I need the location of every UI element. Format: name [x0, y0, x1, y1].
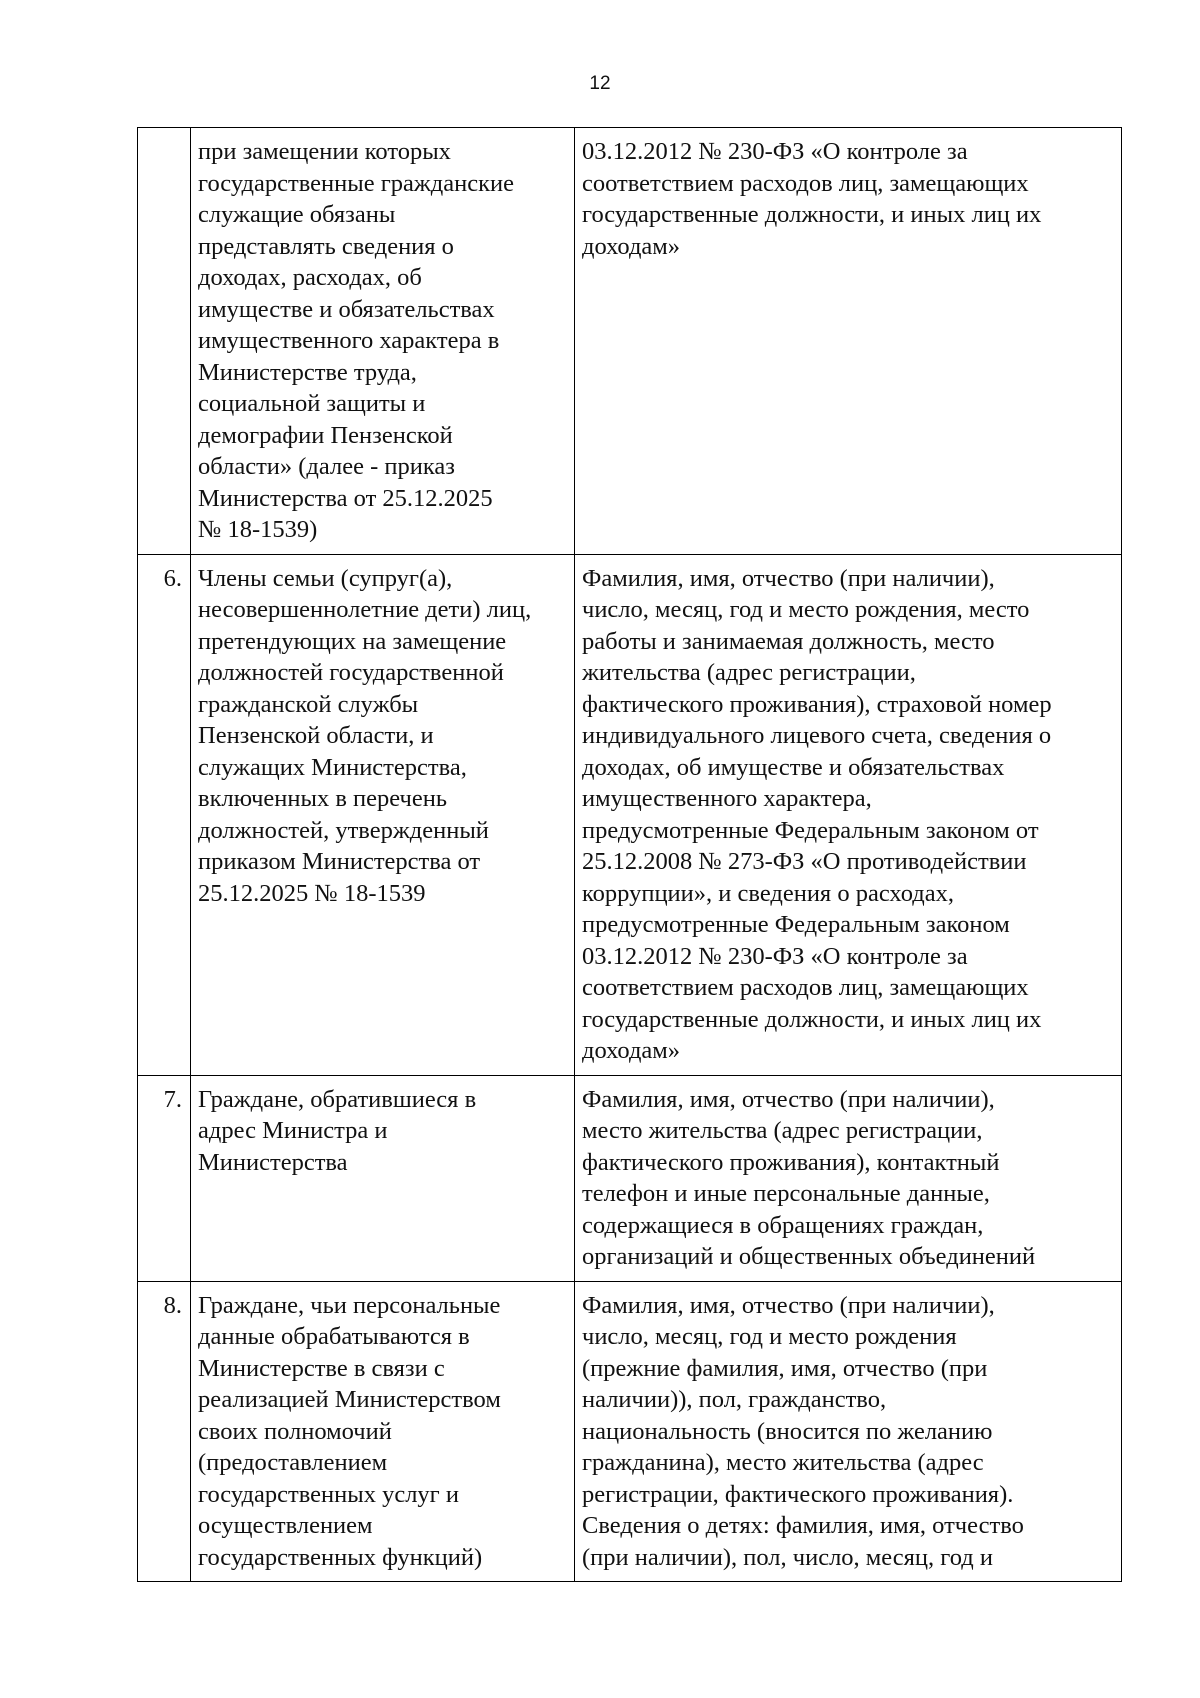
personal-data-line: организаций и общественных объединений [582, 1243, 1036, 1270]
subject-category-line: при замещении которых [198, 138, 451, 165]
personal-data-line: коррупции», и сведения о расходах, [582, 879, 954, 907]
subject-category-line: Пензенской области, и [198, 722, 434, 749]
personal-data-line: регистрации, фактического проживания). [582, 1480, 1014, 1508]
personal-data-line: (при наличии), пол, число, месяц, год и [582, 1543, 993, 1571]
personal-data-line: число, месяц, год и место рождения, место [582, 596, 1030, 623]
personal-data-line: доходах, об имуществе и обязательствах [582, 753, 1005, 781]
personal-data-line: 25.12.2008 № 273-ФЗ «О противодействии [582, 848, 1027, 875]
subject-category-line: Граждане, обратившиеся в [198, 1085, 477, 1113]
personal-data-line: Сведения о детях: фамилия, имя, отчество [582, 1512, 1024, 1539]
personal-data-line: Фамилия, имя, отчество (при наличии), [582, 1085, 995, 1113]
table-row [138, 1075, 1122, 1281]
subject-category-line: имуществе и обязательствах [198, 295, 495, 323]
personal-data-line: Фамилия, имя, отчество (при наличии), [582, 564, 995, 592]
table-row [138, 554, 1122, 1075]
personal-data-line: наличии)), пол, гражданство, [582, 1386, 887, 1413]
personal-data-line: телефон и иные персональные данные, [582, 1180, 990, 1207]
subject-category-cell [191, 1075, 575, 1281]
subject-category-line: гражданской службы [198, 690, 419, 718]
subject-category-line: осуществлением [198, 1512, 373, 1539]
subject-category-line: Министерства [198, 1148, 348, 1176]
subject-category-line: представлять сведения о [198, 232, 454, 260]
personal-data-line: содержащиеся в обращениях граждан, [582, 1211, 984, 1239]
subject-category-line: несовершеннолетние дети) лиц, [198, 596, 532, 623]
subject-category-line: претендующих на замещение [198, 627, 507, 655]
personal-data-list-cell [575, 1075, 1122, 1281]
personal-data-line: государственные должности, и иных лиц их [582, 1005, 1042, 1033]
subject-category-line: Члены семьи (супруг(а), [198, 564, 453, 592]
subject-category-line: должностей, утвержденный [198, 816, 489, 844]
page-number: 12 [589, 73, 611, 94]
subject-category-line: доходах, расходах, об [198, 264, 422, 291]
subject-category-line: (предоставлением [198, 1449, 388, 1476]
personal-data-line: фактического проживания), контактный [582, 1148, 1000, 1176]
personal-data-line: 03.12.2012 № 230-ФЗ «О контроле за [582, 942, 968, 970]
subject-category-line: области» (далее - приказ [198, 453, 455, 480]
subject-category-line: демографии Пензенской [198, 421, 453, 449]
subject-category-line: Министерства от 25.12.2025 [198, 484, 493, 512]
table-row [138, 128, 1122, 555]
subject-category-line: государственных функций) [198, 1543, 483, 1571]
personal-data-list-cell [575, 1281, 1122, 1582]
personal-data-list-cell [575, 554, 1122, 1075]
personal-data-line: индивидуального лицевого счета, сведения о [582, 722, 1052, 749]
row-number [138, 128, 191, 555]
subject-category-line: данные обрабатываются в [198, 1323, 470, 1350]
subject-category-line: 25.12.2025 № 18-1539 [198, 879, 426, 907]
personal-data-line: доходам» [582, 1037, 681, 1064]
personal-data-line: число, месяц, год и место рождения [582, 1323, 957, 1350]
subject-category-line: адрес Министра и [198, 1117, 388, 1144]
subject-category-line: своих полномочий [198, 1417, 392, 1445]
subject-category-line: служащие обязаны [198, 201, 396, 228]
row-number: 7. [138, 1075, 191, 1281]
table-body [138, 128, 1122, 1582]
personal-data-line: жительства (адрес регистрации, [582, 659, 916, 686]
subject-category-line: Министерстве в связи с [198, 1354, 445, 1382]
personal-data-line: предусмотренные Федеральным законом от [582, 816, 1039, 844]
subject-category-line: служащих Министерства, [198, 753, 467, 781]
row-number: 6. [138, 554, 191, 1075]
subject-category-line: государственные гражданские [198, 169, 515, 197]
subject-category-line: должностей государственной [198, 659, 504, 686]
personal-data-line: доходам» [582, 232, 681, 260]
personal-data-line: гражданина), место жительства (адрес [582, 1449, 984, 1476]
table-row [138, 1281, 1122, 1582]
personal-data-line: (прежние фамилия, имя, отчество (при [582, 1354, 988, 1382]
subject-category-line: имущественного характера в [198, 327, 500, 354]
subject-category-cell [191, 128, 575, 555]
subject-category-line: реализацией Министерством [198, 1386, 501, 1413]
subject-category-line: включенных в перечень [198, 785, 447, 812]
personal-data-line: национальность (вносится по желанию [582, 1417, 993, 1445]
personal-data-line: Фамилия, имя, отчество (при наличии), [582, 1291, 995, 1319]
subject-category-cell [191, 554, 575, 1075]
subject-category-line: № 18-1539) [198, 516, 318, 543]
row-number: 8. [138, 1281, 191, 1582]
personal-data-line: государственные должности, и иных лиц их [582, 201, 1042, 228]
personal-data-line: имущественного характера, [582, 785, 872, 812]
subject-category-line: Министерстве труда, [198, 358, 417, 386]
subject-category-line: социальной защиты и [198, 390, 426, 417]
subject-category-line: Граждане, чьи персональные [198, 1291, 501, 1319]
personal-data-list-cell [575, 128, 1122, 555]
personal-data-line: соответствием расходов лиц, замещающих [582, 169, 1029, 197]
subject-category-line: государственных услуг и [198, 1480, 459, 1508]
personal-data-line: фактического проживания), страховой номер [582, 690, 1052, 718]
personal-data-line: предусмотренные Федеральным законом [582, 911, 1010, 938]
personal-data-line: работы и занимаемая должность, место [582, 627, 995, 655]
subject-category-cell [191, 1281, 575, 1582]
subject-category-line: приказом Министерства от [198, 848, 481, 875]
personal-data-line: место жительства (адрес регистрации, [582, 1117, 983, 1144]
personal-data-table [137, 127, 1122, 1582]
personal-data-line: 03.12.2012 № 230-ФЗ «О контроле за [582, 138, 968, 165]
personal-data-line: соответствием расходов лиц, замещающих [582, 974, 1029, 1001]
